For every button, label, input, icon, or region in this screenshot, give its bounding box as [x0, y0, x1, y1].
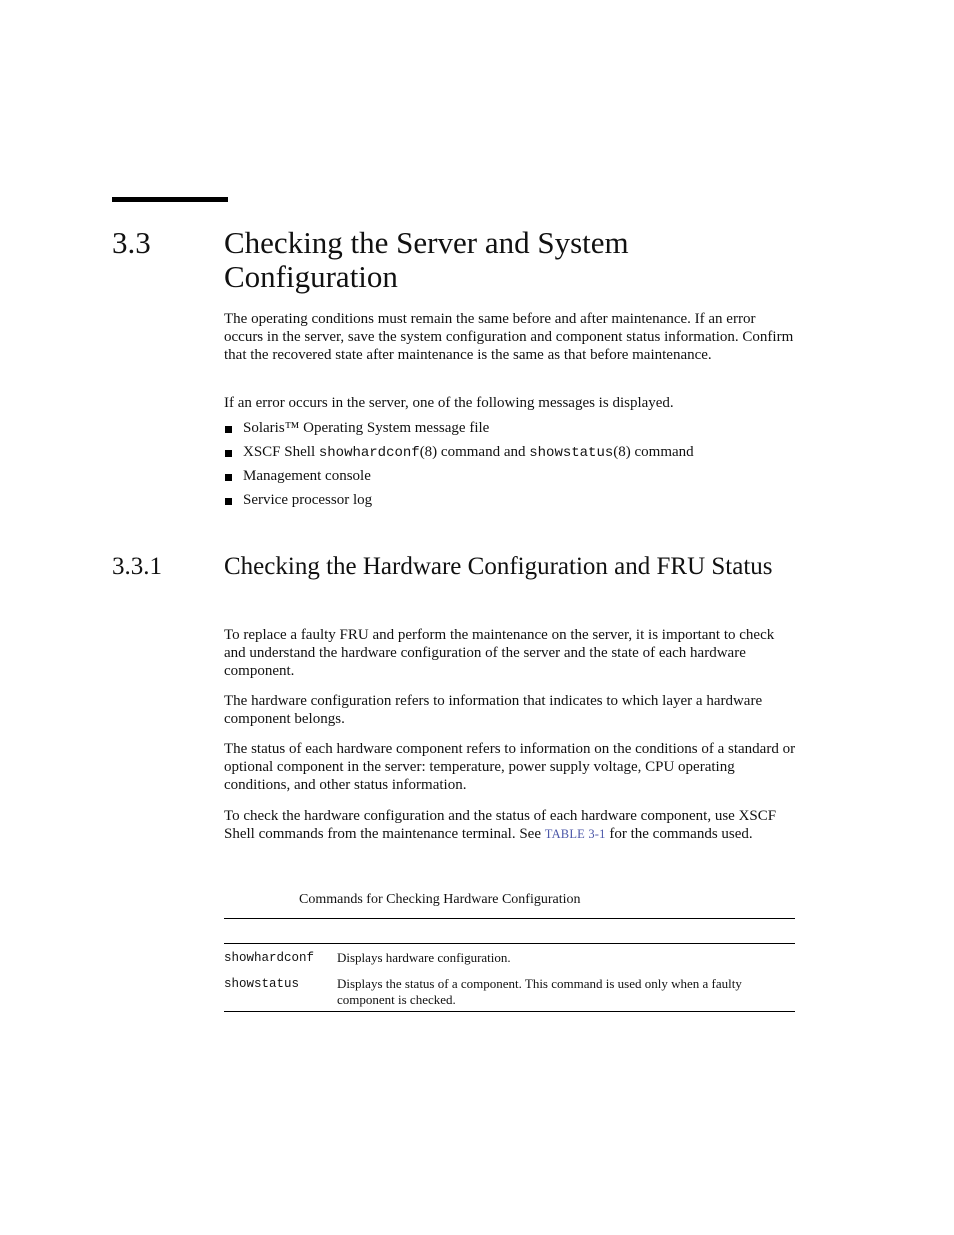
command-showstatus: showstatus — [529, 445, 614, 461]
table-cell-description: Displays the status of a component. This command is used only when a faulty component is checked. — [337, 976, 742, 1007]
section-title: Checking the Server and System Configuration — [224, 225, 629, 294]
table-cell-command: showstatus — [224, 977, 300, 991]
list-item — [224, 491, 784, 509]
subsection-paragraph-1: To replace a faulty FRU and perform the maintenance on the server, it is important to check and understand the hardware configuration of the server and the state of each hardware component. — [224, 627, 775, 679]
list-item — [224, 419, 784, 437]
section-top-rule — [112, 197, 228, 202]
command-showhardconf: showhardconf — [318, 445, 420, 461]
list-item-prefix: XSCF Shell — [243, 444, 319, 460]
list-item — [224, 443, 784, 461]
table-cross-reference-link[interactable]: TABLE 3-1 — [544, 827, 606, 841]
table-cell-command: showhardconf — [224, 951, 315, 965]
paragraph-text: for the commands used. — [605, 826, 753, 842]
section-paragraph-2: If an error occurs in the server, one of the following messages is displayed. — [224, 395, 674, 411]
table-top-rule — [224, 918, 795, 919]
list-item-text: Management console — [243, 468, 371, 484]
bullet-square-icon — [225, 426, 232, 433]
list-item-text: Solaris™ Operating System message file — [243, 420, 490, 436]
list-item — [224, 467, 784, 485]
list-item-suffix: (8) command — [613, 444, 694, 460]
table-header-rule — [224, 943, 795, 944]
subsection-paragraph-4 — [224, 807, 796, 843]
paragraph-text: To check the hardware configuration and the status of each hardware component, use XSCF Shell commands from the maintenance terminal. See — [224, 808, 777, 842]
table-cell-description: Displays hardware configuration. — [337, 950, 511, 965]
list-item-mid: (8) command and — [419, 444, 530, 460]
bullet-square-icon — [225, 498, 232, 505]
subsection-paragraph-3: The status of each hardware component refers to information on the conditions of a standard or optional component in the server: temperature, power supply voltage, CPU operating conditions, and other status information. — [224, 741, 796, 793]
table-bottom-rule — [224, 1011, 795, 1012]
table-caption: Commands for Checking Hardware Configuration — [299, 892, 581, 907]
section-number: 3.3 — [112, 225, 151, 260]
subsection-paragraph-2: The hardware configuration refers to information that indicates to which layer a hardware component belongs. — [224, 693, 763, 727]
bullet-square-icon — [225, 474, 232, 481]
section-paragraph-1: The operating conditions must remain the same before and after maintenance. If an error occurs in the server, save the system configuration and component status information. Confirm that the recovered state after maintenance is the same as that before maintenance. — [224, 311, 794, 363]
message-source-list — [224, 419, 784, 515]
subsection-title: Checking the Hardware Configuration and FRU Status — [224, 553, 773, 580]
bullet-square-icon — [225, 450, 232, 457]
list-item-text: Service processor log — [243, 492, 373, 508]
subsection-number: 3.3.1 — [112, 553, 162, 580]
